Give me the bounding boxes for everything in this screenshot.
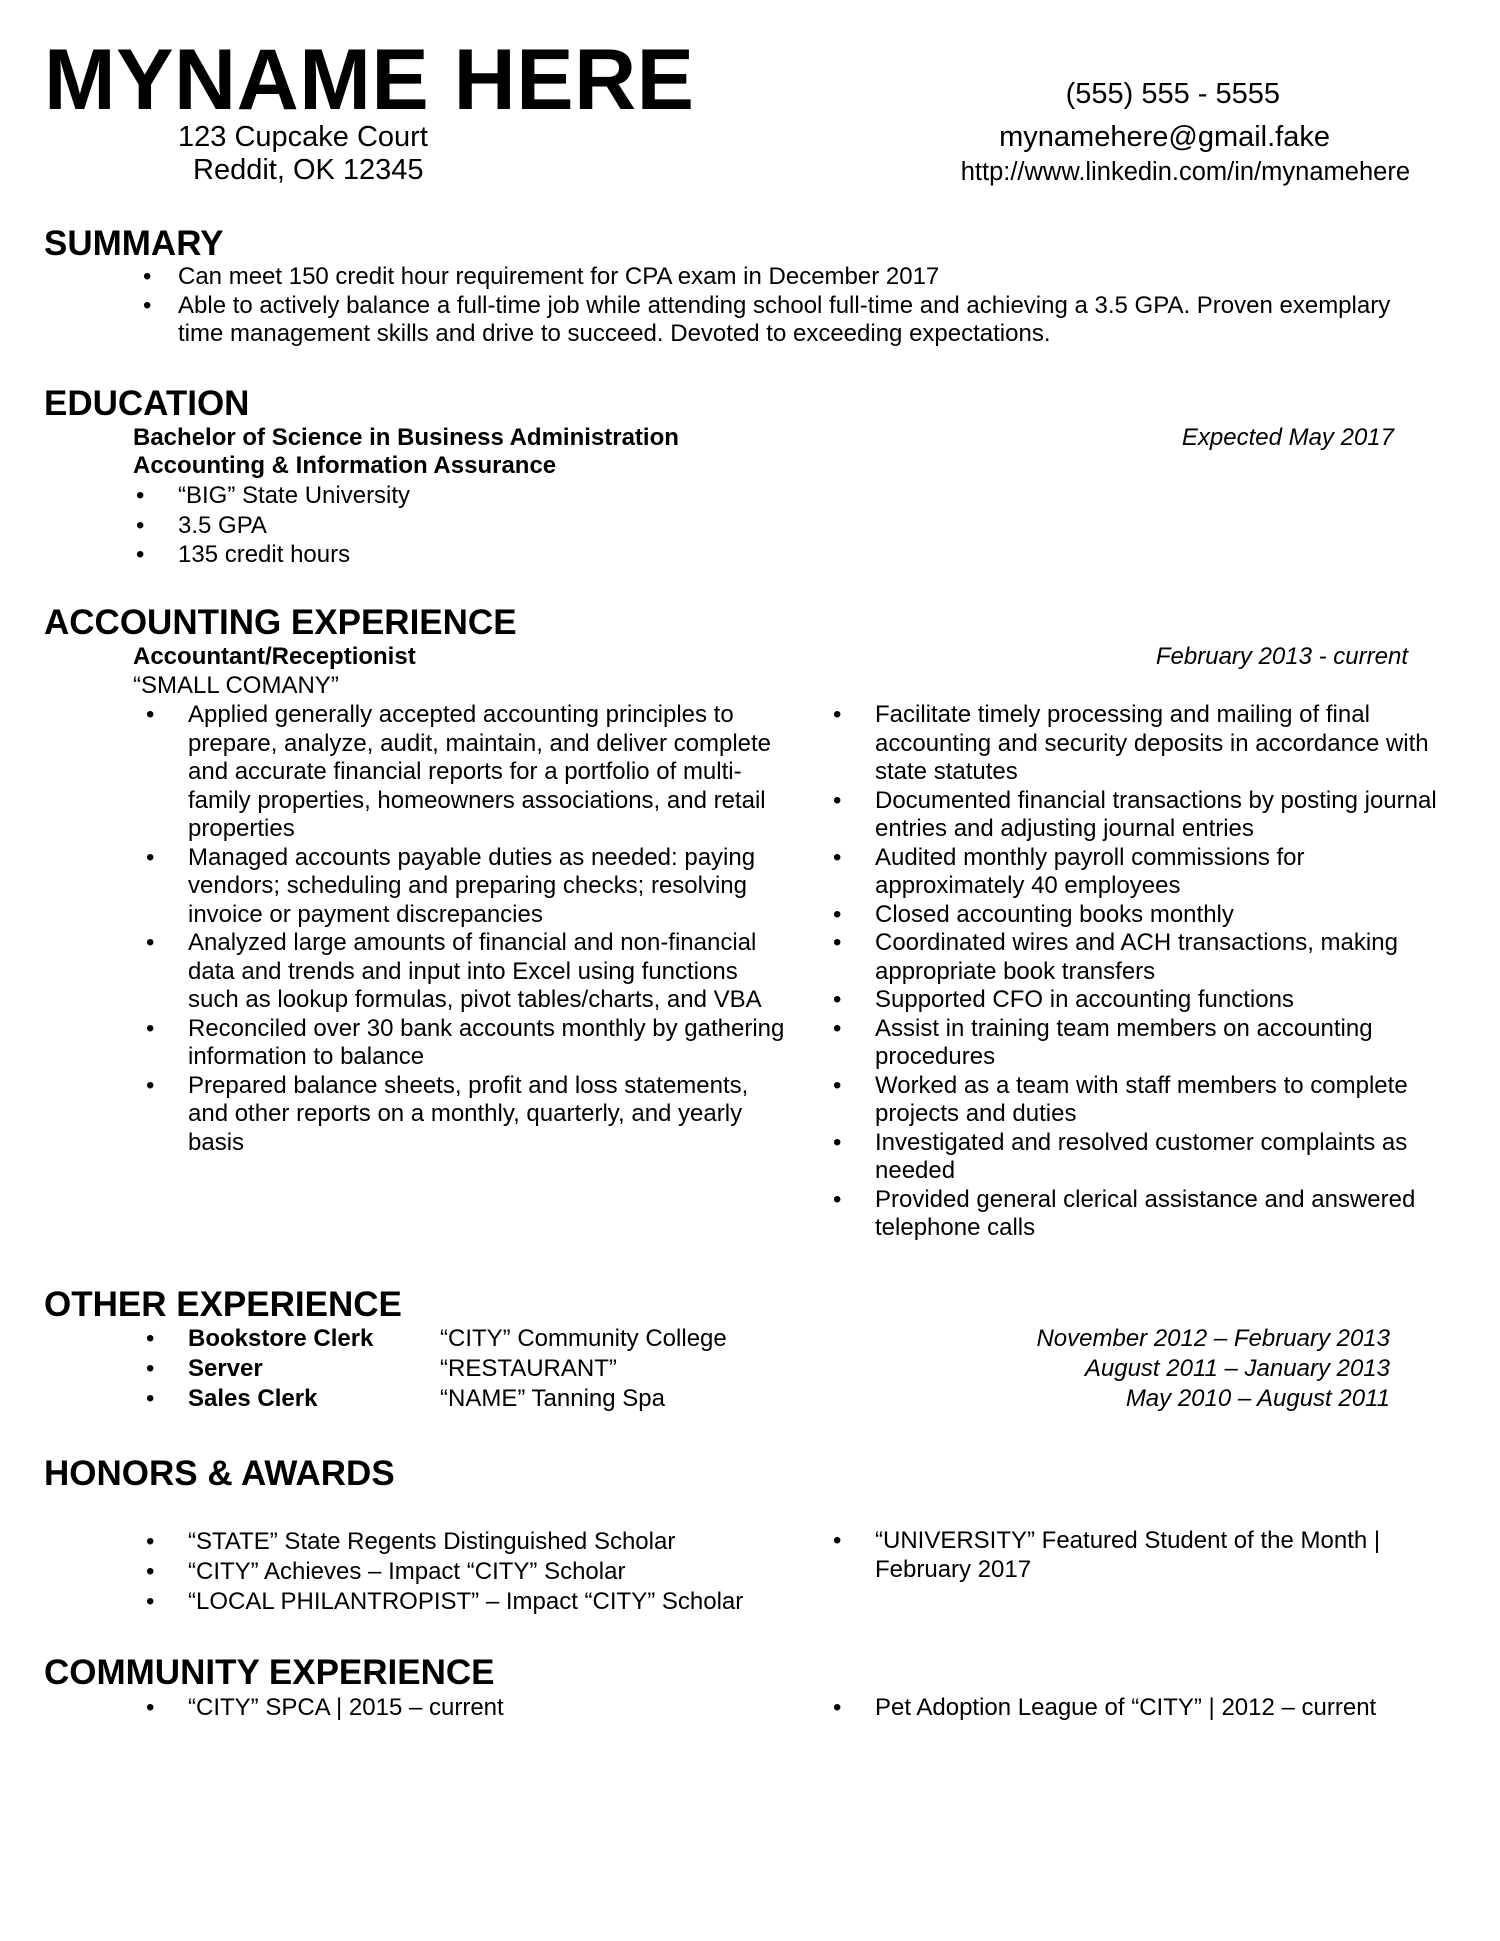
- list-item: • “CITY” SPCA | 2015 – current: [146, 1694, 504, 1721]
- list-item: • Managed accounts payable duties as needed: paying vendors; scheduling and preparing checks; resolving invoice or payment discrepancies: [146, 843, 756, 928]
- other-dates: May 2010 – August 2011: [1125, 1385, 1390, 1412]
- list-item: • Assist in training team members on accounting procedures: [833, 1014, 1373, 1070]
- bullet-icon: •: [143, 291, 152, 319]
- company-name: “SMALL COMANY”: [133, 672, 339, 699]
- bullet-icon: •: [833, 1185, 842, 1213]
- bullet-icon: •: [146, 1071, 155, 1099]
- other-dates: August 2011 – January 2013: [1084, 1355, 1390, 1382]
- bullet-icon: •: [136, 541, 145, 568]
- bullet-icon: •: [833, 843, 842, 871]
- list-item: • “STATE” State Regents Distinguished Scholar: [146, 1528, 676, 1555]
- list-item: • 3.5 GPA: [136, 511, 267, 539]
- list-item: • Facilitate timely processing and mailing of final accounting and security deposits in accordance with state statutes: [833, 701, 1429, 785]
- job-role: Accountant/Receptionist: [133, 643, 416, 670]
- bullet-icon: •: [146, 1385, 155, 1412]
- summary-list: [143, 263, 1438, 349]
- community-right-list: [833, 1694, 1455, 1723]
- accounting-heading: ACCOUNTING EXPERIENCE: [44, 603, 517, 642]
- list-item: • Audited monthly payroll commissions for approximately 40 employees: [833, 843, 1305, 899]
- bullet-icon: •: [143, 263, 152, 290]
- list-item: • Pet Adoption League of “CITY” | 2012 – current: [833, 1694, 1377, 1721]
- bullet-icon: •: [146, 1325, 155, 1352]
- list-item: • 135 credit hours: [136, 541, 351, 568]
- address-line-2: Reddit, OK 12345: [193, 154, 424, 186]
- bullet-icon: •: [136, 511, 145, 539]
- honors-heading: HONORS & AWARDS: [44, 1454, 395, 1493]
- list-item: • Closed accounting books monthly: [833, 900, 1234, 928]
- bullet-icon: •: [146, 1528, 155, 1555]
- list-item: • Analyzed large amounts of financial and non-financial data and trends and input into Excel using functions such as lookup formulas, pivot tables/charts, and VBA: [146, 929, 762, 1013]
- linkedin-url: http://www.linkedin.com/in/mynamehere: [960, 158, 1410, 186]
- bullet-icon: •: [146, 929, 155, 956]
- bullet-icon: •: [833, 1071, 842, 1099]
- bullet-icon: •: [833, 1694, 842, 1721]
- accounting-left-list: [146, 701, 788, 1157]
- bullet-icon: •: [146, 1014, 155, 1042]
- bullet-icon: •: [833, 701, 842, 728]
- phone-number: (555) 555 - 5555: [1065, 78, 1280, 110]
- list-item: • “BIG” State University: [136, 482, 411, 509]
- list-item: • Worked as a team with staff members to complete projects and duties: [833, 1071, 1408, 1127]
- resume-name: MYNAME HERE: [44, 32, 695, 128]
- list-item: • “UNIVERSITY” Featured Student of the Month | February 2017: [833, 1527, 1381, 1583]
- other-dates: November 2012 – February 2013: [1036, 1325, 1390, 1352]
- bullet-icon: •: [833, 1128, 842, 1156]
- other-role: Bookstore Clerk: [188, 1325, 374, 1352]
- summary-heading: SUMMARY: [44, 224, 224, 263]
- job-date: February 2013 - current: [1155, 643, 1408, 670]
- other-place: “NAME” Tanning Spa: [440, 1385, 665, 1412]
- address-line-1: 123 Cupcake Court: [178, 121, 428, 153]
- list-item: • Can meet 150 credit hour requirement for CPA exam in December 2017: [143, 263, 940, 290]
- email-address: mynamehere@gmail.fake: [999, 121, 1330, 153]
- community-heading: COMMUNITY EXPERIENCE: [44, 1653, 495, 1692]
- bullet-icon: •: [146, 1694, 155, 1721]
- degree-title: Bachelor of Science in Business Administration: [133, 424, 679, 451]
- list-item: • Coordinated wires and ACH transactions, making appropriate book transfers: [833, 929, 1398, 985]
- bullet-icon: •: [833, 986, 842, 1013]
- list-item: • “LOCAL PHILANTROPIST” – Impact “CITY” Scholar: [146, 1588, 744, 1615]
- list-item: • Supported CFO in accounting functions: [833, 986, 1294, 1013]
- honors-left-list: [146, 1527, 828, 1617]
- bullet-icon: •: [146, 1355, 155, 1382]
- other-role: Sales Clerk: [188, 1385, 318, 1412]
- education-heading: EDUCATION: [44, 384, 250, 423]
- other-experience-heading: OTHER EXPERIENCE: [44, 1285, 402, 1324]
- bullet-icon: •: [146, 701, 155, 728]
- bullet-icon: •: [136, 482, 145, 509]
- bullet-icon: •: [146, 1558, 155, 1585]
- list-item: • Prepared balance sheets, profit and loss statements, and other reports on a monthly, quarterly, and yearly basis: [146, 1071, 749, 1156]
- bullet-icon: •: [833, 929, 842, 956]
- honors-right-list: [833, 1527, 1435, 1584]
- bullet-icon: •: [833, 1014, 842, 1042]
- list-item: • Reconciled over 30 bank accounts monthly by gathering information to balance: [146, 1014, 785, 1070]
- list-item: • Applied generally accepted accounting principles to prepare, analyze, audit, maintain, and deliver complete and accurate financial reports for a portfolio of multi-family properties, homeowners associations, and retail properties: [146, 701, 772, 842]
- list-item: • Investigated and resolved customer complaints as needed: [833, 1128, 1408, 1184]
- list-item: • Provided general clerical assistance and answered telephone calls: [833, 1185, 1416, 1241]
- accounting-right-list: [833, 701, 1455, 1243]
- community-left-list: [146, 1694, 808, 1723]
- other-role: Server: [188, 1355, 263, 1382]
- bullet-icon: •: [833, 1527, 842, 1554]
- bullet-icon: •: [146, 843, 155, 871]
- other-place: “CITY” Community College: [440, 1325, 727, 1352]
- education-date: Expected May 2017: [1181, 424, 1394, 451]
- list-item: • “CITY” Achieves – Impact “CITY” Scholar: [146, 1558, 626, 1585]
- education-list: [136, 482, 778, 570]
- bullet-icon: •: [146, 1588, 155, 1615]
- degree-major: Accounting & Information Assurance: [133, 452, 557, 479]
- bullet-icon: •: [833, 900, 842, 928]
- list-item: • Documented financial transactions by posting journal entries and adjusting journal entries: [833, 786, 1437, 842]
- bullet-icon: •: [833, 786, 842, 814]
- other-place: “RESTAURANT”: [440, 1355, 617, 1382]
- list-item: • Able to actively balance a full-time job while attending school full-time and achieving a 3.5 GPA. Proven exemplary time management skills and drive to succeed. Devoted to exceeding expectations.: [143, 291, 1391, 347]
